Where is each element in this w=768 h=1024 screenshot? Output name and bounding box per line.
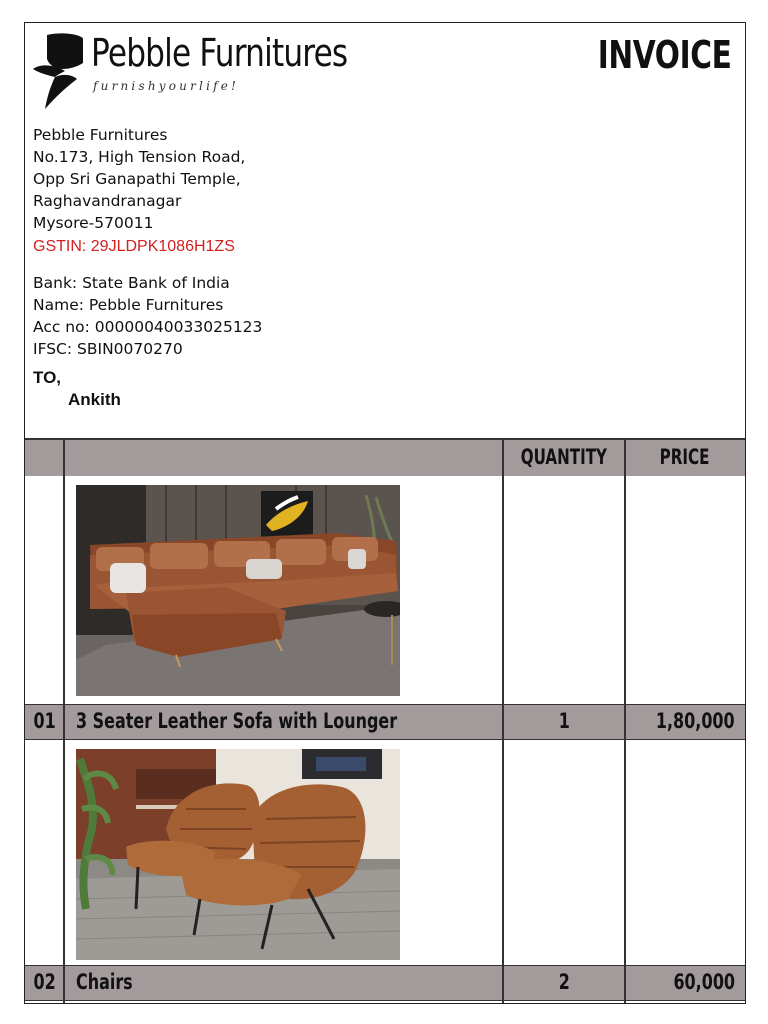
item-quantity: 1 — [558, 709, 570, 733]
company-address — [33, 124, 245, 258]
address-line: Pebble Furnitures — [33, 126, 168, 144]
address-line: Opp Sri Ganapathi Temple, — [33, 170, 241, 188]
bank-line: Acc no: 00000040033025123 — [33, 318, 263, 336]
header-description — [64, 438, 503, 476]
pebble-logo-icon — [33, 33, 87, 109]
column-divider — [63, 438, 65, 1004]
recipient-label: TO, — [33, 368, 62, 387]
bank-line: Bank: State Bank of India — [33, 274, 230, 292]
bank-line: IFSC: SBIN0070270 — [33, 340, 183, 358]
header-quantity: QUANTITY — [520, 445, 608, 469]
address-line: No.173, High Tension Road, — [33, 148, 246, 166]
address-line: Mysore-570011 — [33, 214, 154, 232]
item-number: 02 — [33, 970, 56, 994]
address-line: Raghavandranagar — [33, 192, 182, 210]
invoice-items-table — [25, 438, 745, 1004]
item-description: 3 Seater Leather Sofa with Lounger — [76, 709, 398, 733]
item-quantity: 2 — [558, 970, 570, 994]
table-top-border — [25, 438, 745, 440]
table-row — [25, 704, 745, 740]
brand-tagline: furnishyourlife! — [93, 79, 240, 93]
table-row — [25, 965, 745, 1001]
invoice-document — [24, 22, 746, 1004]
leather-sofa-photo — [76, 485, 400, 696]
bank-line: Name: Pebble Furnitures — [33, 296, 224, 314]
header-number — [25, 438, 64, 476]
column-divider — [502, 438, 504, 1004]
recipient-name: Ankith — [68, 390, 121, 409]
item-price: 1,80,000 — [656, 709, 735, 733]
item-description: Chairs — [76, 970, 133, 994]
bank-details — [33, 272, 262, 360]
brand-name: Pebble Furnitures — [91, 31, 348, 75]
invoice-title: INVOICE — [597, 33, 731, 77]
company-logo — [33, 29, 373, 109]
item-number: 01 — [33, 709, 56, 733]
column-divider — [624, 438, 626, 1004]
header-price: PRICE — [660, 445, 710, 469]
item-price: 60,000 — [673, 970, 735, 994]
gstin-number: GSTIN: 29JLDPK1086H1ZS — [33, 238, 235, 255]
leather-chairs-photo — [76, 749, 400, 960]
table-header-row — [25, 438, 745, 476]
